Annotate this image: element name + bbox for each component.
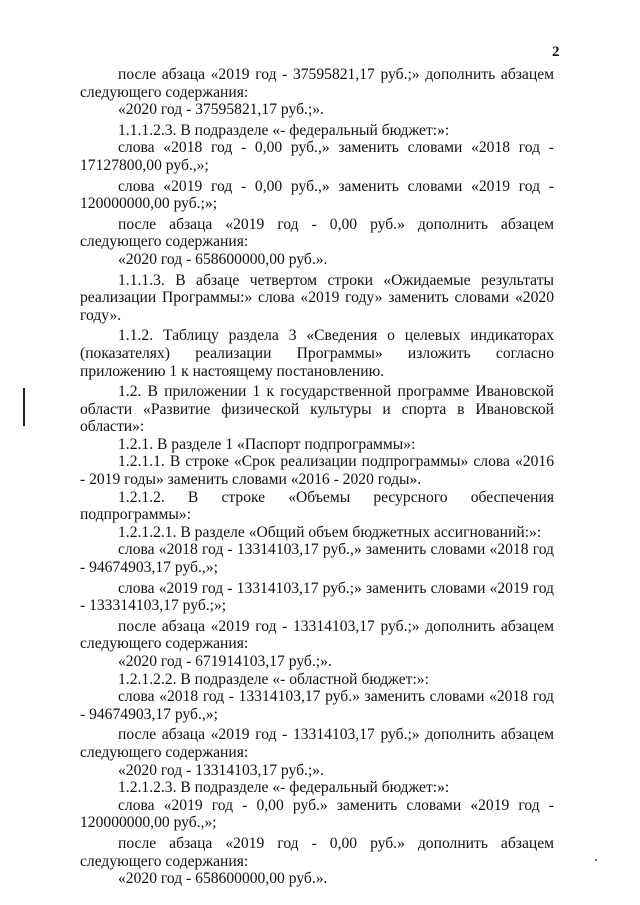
paragraph: 1.2.1. В разделе 1 «Паспорт подпрограммы»: <box>118 435 416 453</box>
margin-change-bar <box>23 388 25 426</box>
paragraph: слова «2019 год - 0,00 руб.» заменить словами «2019 год - 120000000,00 руб.,»; <box>80 796 554 832</box>
paragraph: «2020 год - 658600000,00 руб.». <box>118 250 328 268</box>
paragraph: слова «2018 год - 13314103,17 руб.,» заменить словами «2018 год - 94674903,17 руб.,»; <box>80 541 554 577</box>
paragraph: 1.2.1.2.3. В подразделе «- федеральный бюджет:»: <box>118 779 450 797</box>
paragraph: после абзаца «2019 год - 37595821,17 руб.;» дополнить абзацем следующего содержания: <box>80 66 554 101</box>
paragraph: «2020 год - 671914103,17 руб.;». <box>118 653 332 670</box>
paragraph: «2020 год - 37595821,17 руб.;». <box>118 101 324 119</box>
paragraph: «2020 год - 13314103,17 руб.;». <box>118 761 324 779</box>
paragraph: 1.1.1.2.3. В подразделе «- федеральный бюджет:»: <box>118 121 450 139</box>
paragraph: после абзаца «2019 год - 13314103,17 руб.;» дополнить абзацем следующего содержания: <box>80 617 554 653</box>
paragraph: 1.2.1.2.2. В подразделе «- областной бюджет:»: <box>118 670 429 688</box>
paragraph: после абзаца «2019 год - 13314103,17 руб.;» дополнить абзацем следующего содержания: <box>80 726 554 761</box>
paragraph: 1.1.1.3. В абзаце четвертом строки «Ожидаемые результаты реализации Программы:» слова «2019 году» заменить словами «2020 году». <box>80 271 554 324</box>
paragraph: 1.2. В приложении 1 к государственной программе Ивановской области «Развитие физической культуры и спорта в Ивановской области»: <box>80 383 554 436</box>
document-body <box>80 66 554 888</box>
paragraph: 1.1.2. Таблицу раздела 3 «Сведения о целевых индикаторах (показателях) реализации Программы» изложить согласно приложению 1 к настоящему постановлению. <box>80 327 554 380</box>
page-number: 2 <box>552 44 560 60</box>
paragraph: после абзаца «2019 год - 0,00 руб.» дополнить абзацем следующего содержания: <box>80 834 554 870</box>
paragraph: 1.2.1.2. В строке «Объемы ресурсного обеспечения подпрограммы»: <box>80 488 554 524</box>
scan-speck <box>595 859 597 861</box>
paragraph: слова «2019 год - 13314103,17 руб.;» заменить словами «2019 год - 133314103,17 руб.;»; <box>80 579 554 615</box>
paragraph: слова «2019 год - 0,00 руб.,» заменить словами «2019 год - 120000000,00 руб.;»; <box>80 177 554 213</box>
paragraph: слова «2018 год - 13314103,17 руб.» заменить словами «2018 год - 94674903,17 руб.,»; <box>80 688 554 723</box>
paragraph: слова «2018 год - 0,00 руб.,» заменить словами «2018 год - 17127800,00 руб.,»; <box>80 139 554 174</box>
paragraph: 1.2.1.1. В строке «Срок реализации подпрограммы» слова «2016 - 2019 годы» заменить словами «2016 - 2020 годы». <box>80 453 554 489</box>
paragraph: после абзаца «2019 год - 0,00 руб.» дополнить абзацем следующего содержания: <box>80 215 554 251</box>
paragraph: 1.2.1.2.1. В разделе «Общий объем бюджетных ассигнований:»: <box>118 523 542 541</box>
paragraph: «2020 год - 658600000,00 руб.». <box>118 870 328 888</box>
